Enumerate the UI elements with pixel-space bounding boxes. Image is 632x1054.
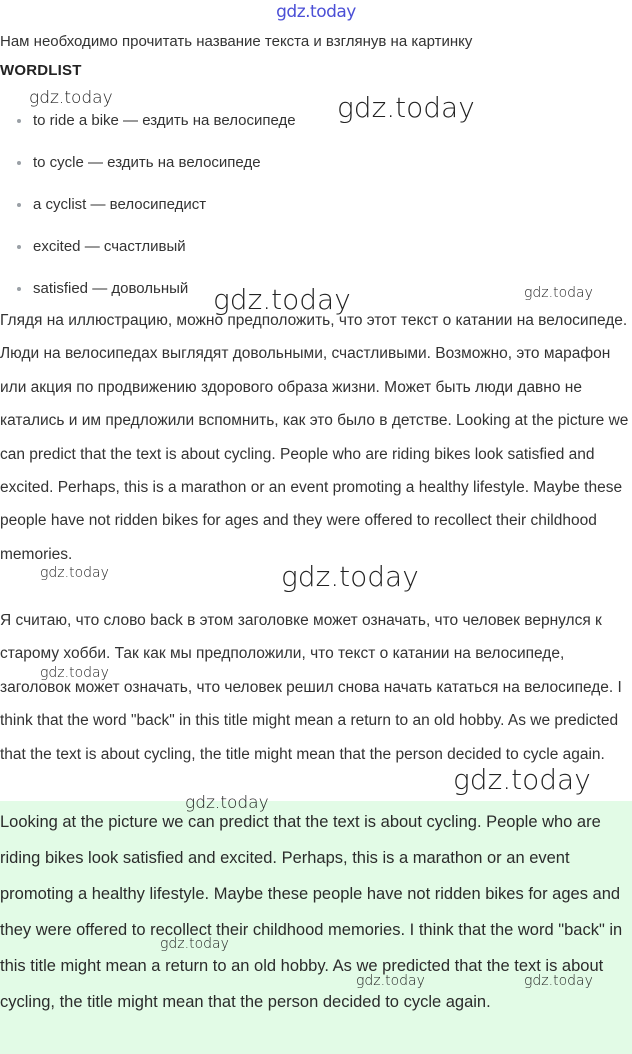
intro-text: Нам необходимо прочитать название текста и взглянув на картинку xyxy=(0,33,473,50)
bullet-icon xyxy=(17,287,21,291)
watermark: gdz.today xyxy=(281,560,419,593)
wordlist-item-text: satisfied — довольный xyxy=(33,280,189,297)
watermark: gdz.today xyxy=(356,973,425,989)
watermark: gdz.today xyxy=(160,936,229,952)
wordlist-item-text: a cyclist — велосипедист xyxy=(33,196,207,213)
watermark: gdz.today xyxy=(453,763,591,796)
bullet-icon xyxy=(17,119,21,123)
wordlist-title: WORDLIST xyxy=(0,62,82,79)
watermark: gdz.today xyxy=(40,665,109,681)
watermark: gdz.today xyxy=(185,793,269,813)
answer-block xyxy=(0,801,632,1054)
watermark: gdz.today xyxy=(524,285,593,301)
bullet-icon xyxy=(17,203,21,207)
watermark: gdz.today xyxy=(524,973,593,989)
wordlist-item-text: to cycle — ездить на велосипеде xyxy=(33,154,261,171)
site-logo[interactable]: gdz.today xyxy=(276,2,356,22)
wordlist-item xyxy=(0,184,296,226)
bullet-icon xyxy=(17,245,21,249)
wordlist-item xyxy=(0,142,296,184)
wordlist-item xyxy=(0,226,296,268)
paragraph-title-meaning: Я считаю, что слово back в этом заголовке может означать, что человек вернулся к старому хобби. Так как мы предположили, что текст о катании на велосипеде, заголовок может означать, что человек решил снова начать кататься на велосипеде. I think that the word "back" in this title might mean a return to an old hobby. As we predicted that the text is about cycling, the title might mean that the person decided to cycle again. xyxy=(0,612,622,763)
wordlist xyxy=(0,100,296,310)
paragraph-prediction: Глядя на иллюстрацию, можно предположить, что этот текст о катании на велосипеде. Люди на велосипедах выглядят довольными, счастливыми. Возможно, это марафон или акция по продвижению здорового образа жизни. Может быть люди давно не катались и им предложили вспомнить, как это было в детстве. Looking at the picture we can predict that the text is about cycling. People who are riding bikes look satisfied and excited. Perhaps, this is a marathon or an event promoting a healthy lifestyle. Maybe these people have not ridden bikes for ages and they were offered to recollect their childhood memories. xyxy=(0,312,629,563)
watermark: gdz.today xyxy=(29,88,113,108)
answer-text: Looking at the picture we can predict that the text is about cycling. People who are riding bikes look satisfied and excited. Perhaps, this is a marathon or an event promoting a healthy lifestyle. Maybe these people have not ridden bikes for ages and they were offered to recollect their childhood memories. I think that the word "back" in this title might mean a return to an old hobby. As we predicted that the text is about cycling, the title might mean that the person decided to cycle again. xyxy=(0,813,623,1011)
bullet-icon xyxy=(17,161,21,165)
wordlist-item-text: to ride a bike — ездить на велосипеде xyxy=(33,112,296,129)
watermark: gdz.today xyxy=(213,283,351,316)
watermark: gdz.today xyxy=(40,565,109,581)
wordlist-item-text: excited — счастливый xyxy=(33,238,186,255)
watermark: gdz.today xyxy=(337,91,475,124)
